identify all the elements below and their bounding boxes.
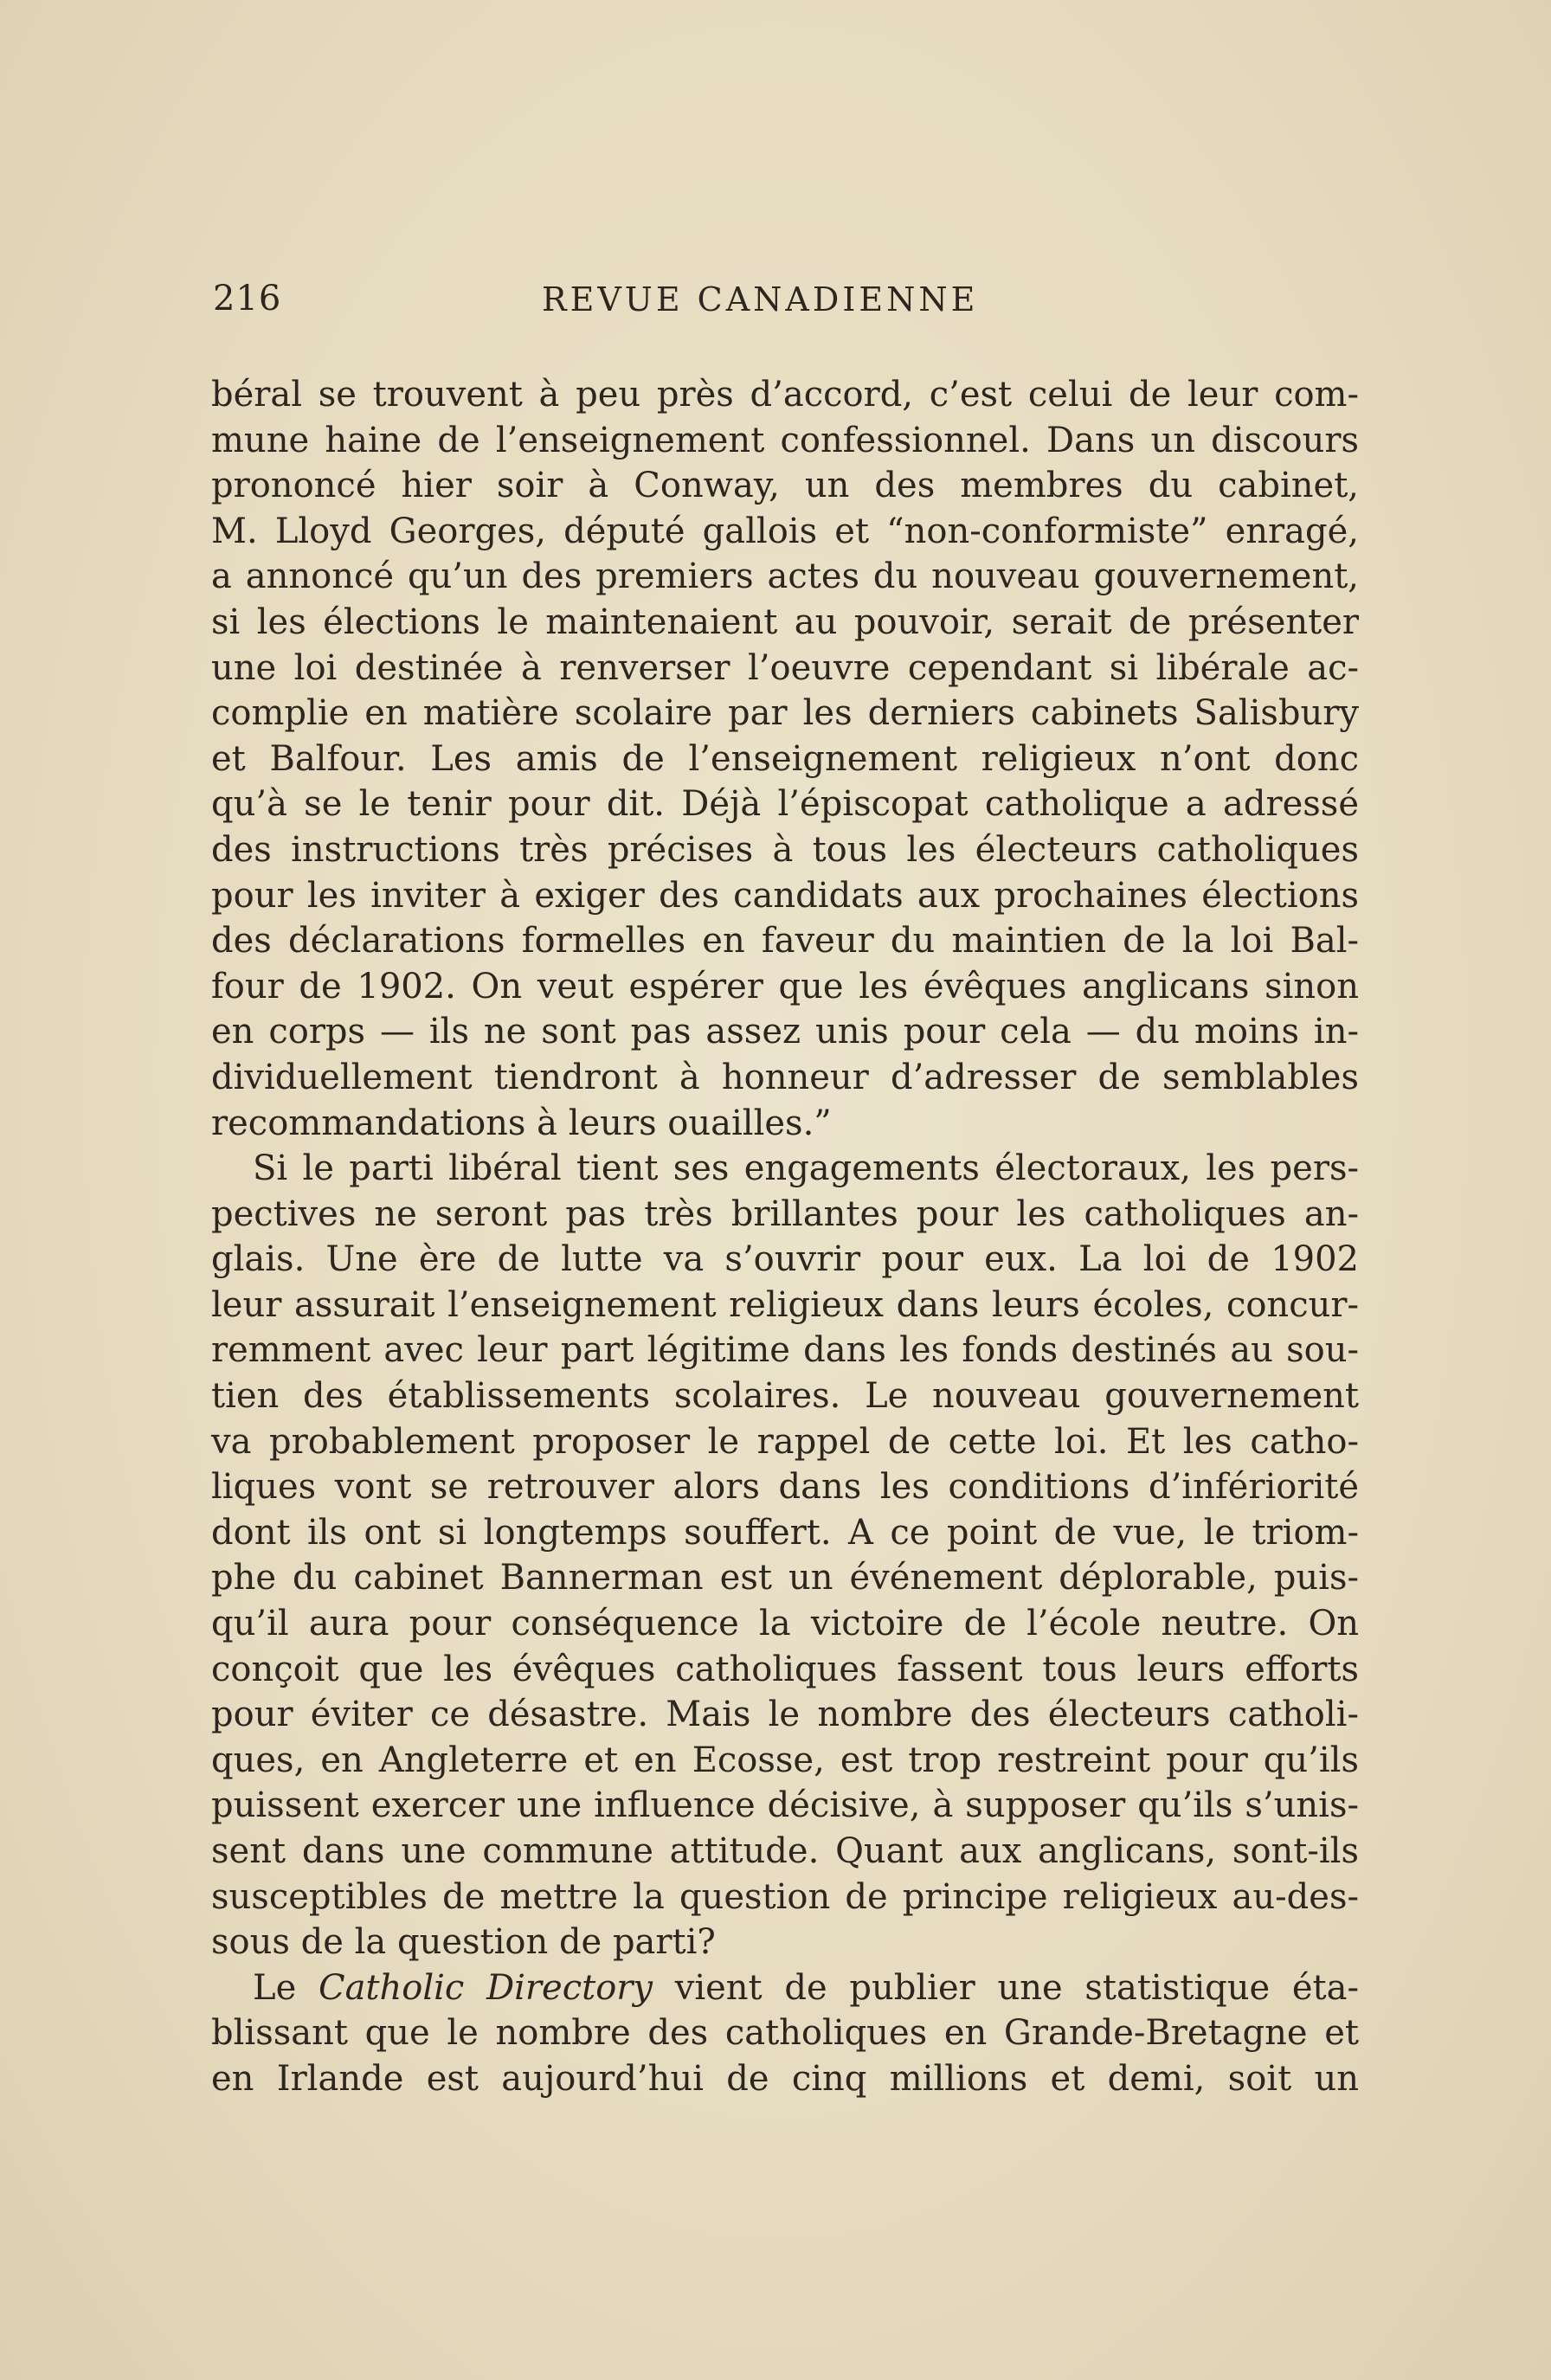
text-line: une loi destinée à renverser l’oeuvre cependant si libérale ac- (211, 647, 1359, 688)
text-line: liques vont se retrouver alors dans les conditions d’infériorité (211, 1467, 1359, 1508)
text-line: sous de la question de parti? (211, 1922, 716, 1963)
body-text (211, 372, 1359, 2102)
text-line: ques, en Angleterre et en Ecosse, est trop restreint pour qu’ils (211, 1740, 1359, 1780)
text-line: si les élections le maintenaient au pouvoir, serait de présenter (211, 601, 1359, 642)
text-line: dont ils ont si longtemps souffert. A ce point de vue, le triom- (211, 1512, 1359, 1553)
text-line: mune haine de l’enseignement confessionnel. Dans un discours (211, 420, 1359, 460)
text-line: sent dans une commune attitude. Quant aux anglicans, sont-ils (211, 1831, 1359, 1871)
text-line: qu’il aura pour conséquence la victoire de l’école neutre. On (211, 1604, 1359, 1644)
text-line: puissent exercer une influence décisive, à supposer qu’ils s’unis- (211, 1785, 1359, 1826)
text-line: des instructions très précises à tous les électeurs catholiques (211, 829, 1359, 870)
page-number: 216 (213, 279, 282, 318)
text-line: conçoit que les évêques catholiques fassent tous leurs efforts (211, 1649, 1359, 1689)
text-line: et Balfour. Les amis de l’enseignement religieux n’ont donc (211, 738, 1359, 779)
text-fragment: Le (253, 1967, 319, 2008)
text-line: va probablement proposer le rappel de cette loi. Et les catho- (211, 1421, 1359, 1462)
publication-title: Catholic Directory (318, 1967, 653, 2008)
text-line (211, 1965, 1359, 2011)
text-line: complie en matière scolaire par les derniers cabinets Salisbury (211, 693, 1359, 734)
text-line: pour éviter ce désastre. Mais le nombre des électeurs catholi- (211, 1695, 1359, 1735)
text-line: four de 1902. On veut espérer que les évêques anglicans sinon (211, 966, 1359, 1007)
running-head: REVUE CANADIENNE (542, 280, 979, 318)
page-header (213, 279, 1364, 331)
text-line: recommandations à leurs ouailles.” (211, 1103, 832, 1143)
text-line: tien des établissements scolaires. Le nouveau gouvernement (211, 1376, 1359, 1417)
text-line: M. Lloyd Georges, député gallois et “non-conformiste” enragé, (211, 511, 1359, 551)
text-line: glais. Une ère de lutte va s’ouvrir pour eux. La loi de 1902 (211, 1239, 1359, 1280)
text-line: en Irlande est aujourd’hui de cinq millions et demi, soit un (211, 2058, 1359, 2099)
text-fragment: vient de publier une statistique éta- (653, 1967, 1359, 2008)
text-line: blissant que le nombre des catholiques en Grande-Bretagne et (211, 2013, 1359, 2054)
text-line: susceptibles de mettre la question de principe religieux au-des- (211, 1876, 1359, 1917)
text-line: Si le parti libéral tient ses engagements électoraux, les pers- (253, 1148, 1359, 1189)
text-line: qu’à se le tenir pour dit. Déjà l’épiscopat catholique a adressé (211, 784, 1359, 825)
text-line: en corps — ils ne sont pas assez unis pour cela — du moins in- (211, 1012, 1359, 1052)
text-line: béral se trouvent à peu près d’accord, c’est celui de leur com- (211, 375, 1359, 415)
text-line: phe du cabinet Bannerman est un événement déplorable, puis- (211, 1558, 1359, 1598)
text-line: pectives ne seront pas très brillantes pour les catholiques an- (211, 1193, 1359, 1234)
text-line: pour les inviter à exiger des candidats aux prochaines élections (211, 875, 1359, 916)
text-line: leur assurait l’enseignement religieux dans leurs écoles, concur- (211, 1284, 1359, 1325)
text-line: a annoncé qu’un des premiers actes du nouveau gouvernement, (211, 556, 1359, 597)
text-line: remment avec leur part légitime dans les fonds destinés au sou- (211, 1330, 1359, 1371)
text-line: des déclarations formelles en faveur du maintien de la loi Bal- (211, 921, 1359, 962)
text-line: prononcé hier soir à Conway, un des membres du cabinet, (211, 466, 1359, 506)
text-line: dividuellement tiendront à honneur d’adresser de semblables (211, 1057, 1359, 1097)
